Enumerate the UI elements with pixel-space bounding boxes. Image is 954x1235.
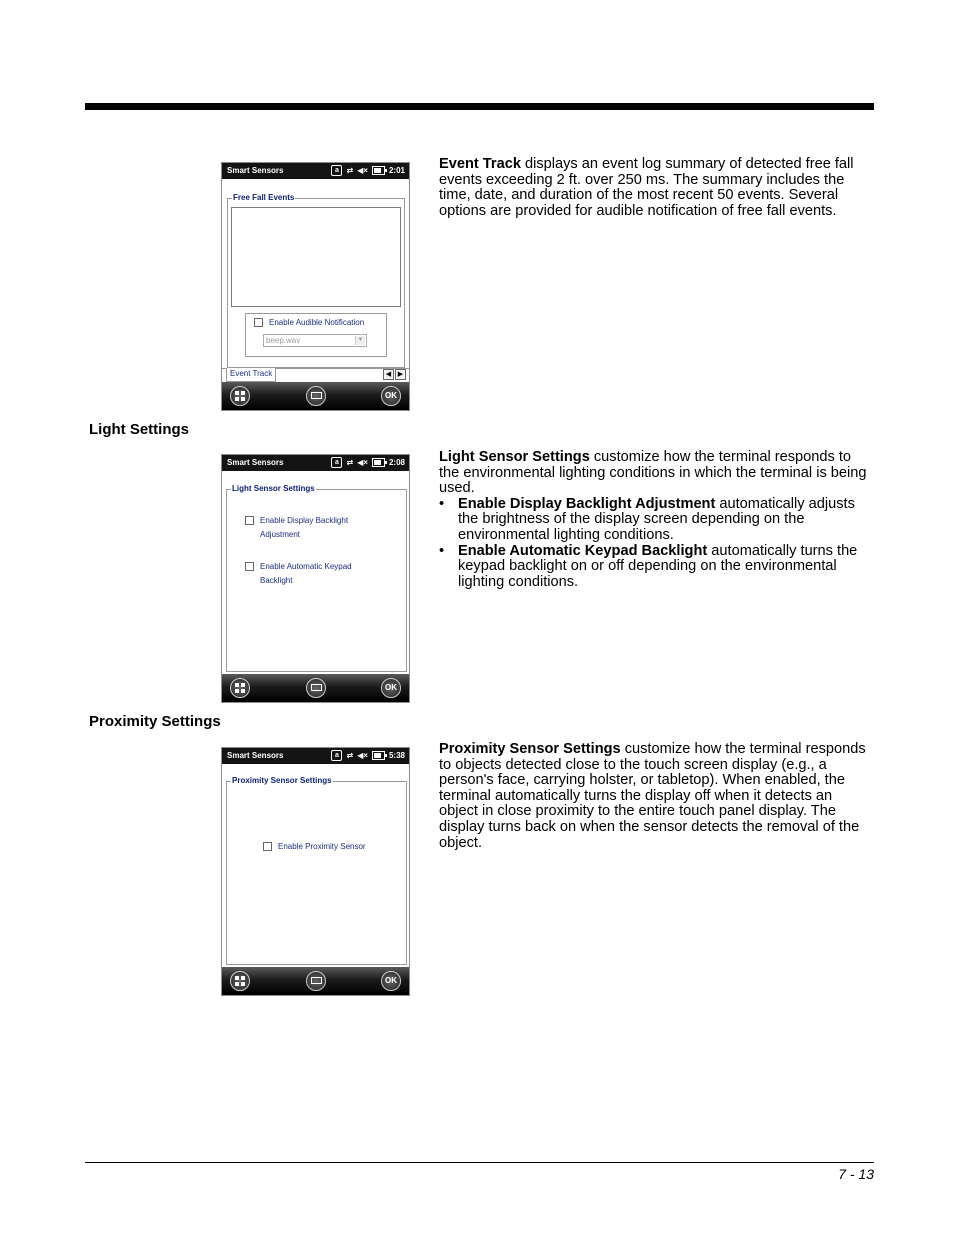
title-bar bbox=[222, 163, 409, 179]
tab-event-track[interactable]: Event Track bbox=[226, 368, 276, 382]
battery-icon bbox=[372, 751, 385, 760]
windows-start-button[interactable] bbox=[230, 386, 250, 406]
group-label: Light Sensor Settings bbox=[232, 484, 315, 493]
clock-time: 2:08 bbox=[388, 458, 405, 467]
event-track-screenshot bbox=[221, 162, 410, 411]
light-sensor-description: Light Sensor Settings customize how the terminal responds to the environmental lighting conditions in which the terminal is being used. • Enable Display Backlight Adjustment automatically adjusts the brightness of the display screen depending on the environmental lighting conditions. • Enable Automatic Keypad Backlight automatically turns the keypad backlight on or off depending on the environmental lighting conditions. bbox=[439, 450, 871, 590]
app-title: Smart Sensors bbox=[227, 166, 284, 175]
group-label: Proximity Sensor Settings bbox=[232, 776, 332, 785]
input-mode-icon: a bbox=[331, 750, 342, 761]
proximity-sensor-checkbox[interactable] bbox=[263, 842, 272, 851]
audible-notification-checkbox[interactable] bbox=[254, 318, 263, 327]
proximity-sensor-screenshot bbox=[221, 747, 410, 996]
windows-icon bbox=[235, 391, 245, 401]
free-fall-events-group bbox=[227, 193, 405, 368]
notification-group: Enable Audible Notification beep.wav ▼ bbox=[245, 313, 387, 357]
proximity-sensor-settings-group: Proximity Sensor Settings Enable Proximity Sensor bbox=[226, 781, 407, 965]
speaker-muted-icon: ◀× bbox=[357, 166, 368, 175]
list-item: • Enable Automatic Keypad Backlight automatically turns the keypad backlight on or off depending on the environmental lighting conditions. bbox=[439, 542, 858, 590]
keyboard-icon bbox=[311, 684, 322, 691]
tab-scroll-right-icon[interactable]: ▶ bbox=[395, 369, 406, 380]
soft-key-bar bbox=[222, 967, 409, 995]
light-sensor-settings-group: Light Sensor Settings Enable Display Backlight Adjustment Enable Automatic Keypad Backlight bbox=[226, 489, 407, 672]
windows-icon bbox=[235, 976, 245, 986]
light-settings-heading: Light Settings bbox=[89, 421, 189, 438]
windows-start-button[interactable] bbox=[230, 678, 250, 698]
soft-key-bar bbox=[222, 674, 409, 702]
app-title: Smart Sensors bbox=[227, 458, 284, 467]
input-mode-icon: a bbox=[331, 165, 342, 176]
keyboard-button[interactable] bbox=[306, 971, 326, 991]
clock-time: 2:01 bbox=[388, 166, 405, 175]
connectivity-icon: ⇄ bbox=[346, 751, 354, 760]
soft-key-bar bbox=[222, 382, 409, 410]
sound-file-select[interactable]: beep.wav ▼ bbox=[263, 334, 367, 347]
event-track-description: Event Track displays an event log summary of detected free fall events exceeding 2 ft. over 250 ms. The summary includes the time, date, and duration of the most recent 50 events. Several options are provided for audible notification of free fall events. bbox=[439, 156, 854, 219]
light-sensor-screenshot bbox=[221, 454, 410, 703]
ok-button[interactable]: OK bbox=[381, 678, 401, 698]
keyboard-icon bbox=[311, 977, 322, 984]
footer-rule bbox=[85, 1162, 874, 1163]
connectivity-icon: ⇄ bbox=[346, 166, 354, 175]
tab-bar bbox=[222, 368, 409, 382]
ok-button[interactable]: OK bbox=[381, 971, 401, 991]
event-log-list[interactable] bbox=[231, 207, 401, 307]
proximity-sensor-description: Proximity Sensor Settings customize how the terminal responds to objects detected close to the touch screen display (e.g., a person's face, carrying holster, or tabletop). When enabled, the terminal automatically turns the display off when it detects an object in close proximity to the entire touch panel display. The display turns back on when the sensor detects the removal of the object. bbox=[439, 741, 866, 851]
page-number: 7 - 13 bbox=[838, 1166, 874, 1182]
keypad-backlight-checkbox[interactable] bbox=[245, 562, 254, 571]
proximity-settings-heading: Proximity Settings bbox=[89, 713, 221, 730]
dropdown-arrow-icon: ▼ bbox=[355, 336, 365, 345]
header-rule bbox=[85, 103, 874, 110]
speaker-muted-icon: ◀× bbox=[357, 458, 368, 467]
title-bar bbox=[222, 455, 409, 471]
list-item: • Enable Display Backlight Adjustment automatically adjusts the brightness of the display screen depending on the environmental lighting conditions. bbox=[439, 495, 855, 543]
battery-icon bbox=[372, 166, 385, 175]
display-backlight-checkbox[interactable] bbox=[245, 516, 254, 525]
tab-scroll-left-icon[interactable]: ◀ bbox=[383, 369, 394, 380]
clock-time: 5:38 bbox=[388, 751, 405, 760]
speaker-muted-icon: ◀× bbox=[357, 751, 368, 760]
ok-button[interactable]: OK bbox=[381, 386, 401, 406]
title-bar bbox=[222, 748, 409, 764]
keyboard-icon bbox=[311, 392, 322, 399]
battery-icon bbox=[372, 458, 385, 467]
keyboard-button[interactable] bbox=[306, 678, 326, 698]
windows-icon bbox=[235, 683, 245, 693]
connectivity-icon: ⇄ bbox=[346, 458, 354, 467]
keyboard-button[interactable] bbox=[306, 386, 326, 406]
app-title: Smart Sensors bbox=[227, 751, 284, 760]
group-label: Free Fall Events bbox=[233, 193, 295, 202]
windows-start-button[interactable] bbox=[230, 971, 250, 991]
input-mode-icon: a bbox=[331, 457, 342, 468]
